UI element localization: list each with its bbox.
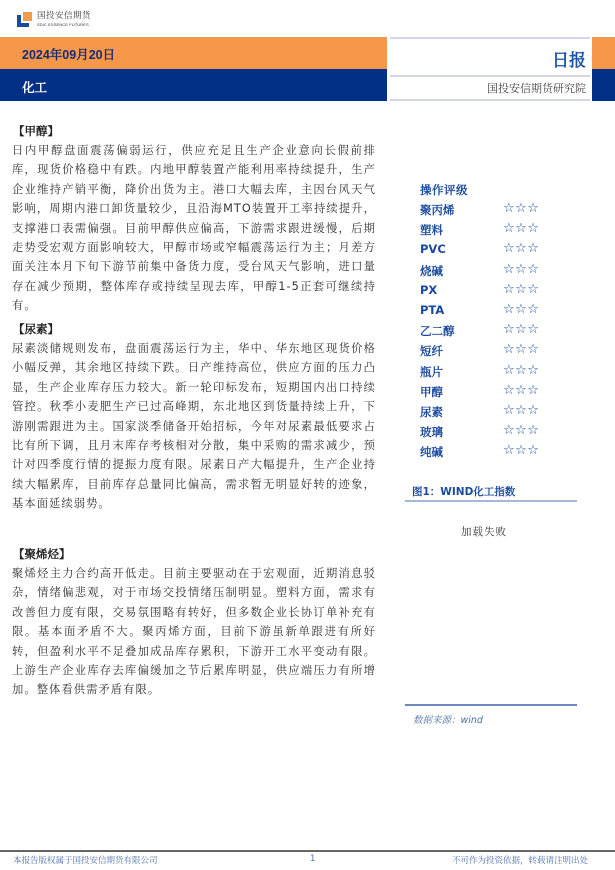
company-logo — [17, 11, 127, 31]
rating-product: PX — [420, 282, 438, 297]
rating-row — [420, 362, 570, 382]
rating-product: 玻璃 — [420, 425, 443, 440]
section-title-urea: 【尿素】 — [13, 322, 59, 336]
figure-source: 数据来源：wind — [413, 715, 483, 726]
section-body-methanol: 日内甲醇盘面震荡偏弱运行，供应充足且生产企业意向长假前排库，现货价格稳中有跌。内地甲醇装置产能利用率持续提升，生产企业维持产销平衡，降价出货为主。港口大幅去库，主因台风天气影响，周期内港口卸货量较少，且沿海MTO装置开工率持续提升，支撑港口表需偏强。目前甲醇供应偏高，下游需求跟进缓慢，后期走势受宏观方面影响较大，甲醇市场或窄幅震荡运行为主；月差方面关注本月下旬下游节前集中备货力度，受台风天气影响，进口量存在减少预期，整体库存或持续呈现去库，甲醇1-5正套可继续持有。 — [12, 144, 376, 313]
star-rating-icon: ☆☆☆ — [503, 241, 540, 257]
rating-row — [420, 220, 570, 240]
rating-product: 聚丙烯 — [420, 203, 455, 217]
star-rating-icon: ☆☆☆ — [503, 201, 540, 216]
figure-bottom-rule — [405, 704, 577, 706]
star-rating-icon: ☆☆☆ — [503, 423, 540, 439]
report-date: 2024年09月20日 — [22, 48, 116, 62]
footer-copyright: 本报告版权属于国投安信期货有限公司 — [13, 856, 158, 866]
logo-mark-icon — [17, 12, 32, 27]
rating-product: PTA — [420, 302, 445, 317]
rating-row — [420, 402, 570, 422]
rating-row — [420, 341, 570, 361]
rating-row — [420, 321, 570, 341]
title-box-divider — [390, 75, 590, 77]
footer-disclaimer: 不可作为投资依据，转载请注明出处 — [452, 856, 589, 866]
rating-row — [420, 281, 570, 301]
rating-product: 乙二醇 — [420, 324, 455, 339]
star-rating-icon: ☆☆☆ — [503, 301, 540, 317]
rating-heading: 操作评级 — [420, 183, 468, 197]
star-rating-icon: ☆☆☆ — [503, 382, 540, 398]
report-type: 日报 — [552, 51, 586, 71]
star-rating-icon: ☆☆☆ — [503, 281, 540, 297]
title-box-divider — [390, 37, 590, 39]
star-rating-icon: ☆☆☆ — [503, 261, 540, 277]
rating-product: 甲醇 — [420, 384, 443, 399]
logo-name-en: SDIC ESSENCE FUTURES — [37, 22, 89, 27]
star-rating-icon: ☆☆☆ — [503, 443, 540, 459]
section-body-polyolefin: 聚烯烃主力合约高开低走。目前主要驱动在于宏观面，近期消息驳杂，情绪偏悲观，对于市场交投情绪压制明显。塑料方面，需求有改善但力度有限，交易氛围略有转好，但多数企业长协订单补充有限。基本面矛盾不大。聚丙烯方面，目前下游虽新单跟进有所好转，但盈利水平不足叠加成品库存累积，下游开工水平变动有限。上游生产企业库存去库偏缓加之节后累库明显，供应端压力有所增加。整体看供需矛盾有限。 — [12, 567, 376, 697]
page-number: 1 — [310, 854, 316, 864]
rating-product: 瓶片 — [420, 364, 443, 379]
rating-product: 纯碱 — [420, 445, 443, 460]
star-rating-icon: ☆☆☆ — [503, 342, 540, 358]
rating-row — [420, 301, 570, 321]
star-rating-icon: ☆☆☆ — [503, 402, 540, 418]
rating-product: 烧碱 — [420, 263, 443, 278]
report-sector: 化工 — [22, 80, 48, 95]
rating-product: PVC — [420, 242, 446, 257]
star-rating-icon: ☆☆☆ — [503, 322, 540, 338]
rating-row — [420, 442, 570, 462]
title-box-divider — [390, 99, 590, 101]
section-body-urea: 尿素淡储规则发布，盘面震荡运行为主，华中、华东地区现货价格小幅反弹，其余地区持续下跌。日产维持高位，供应方面的压力凸显，生产企业库存压力较大。新一轮印标发布，短期国内出口持续管控。秋季小麦肥生产已过高峰期，东北地区到货量持续上升，下游刚需跟进为主。国家淡季储备开始招标，今年对尿素最低要求占比有所下调，且月末库存考核相对分散，集中采购的需求减少，预计对四季度行情的提振力度有限。尿素日产大幅提升，生产企业持续大幅累库，目前库存总量同比偏高，需求暂无明显好转的迹象，基本面延续弱势。 — [12, 342, 376, 511]
rating-row — [420, 200, 570, 220]
rating-product: 塑料 — [420, 223, 443, 238]
logo-name-cn: 国投安信期货 — [37, 11, 92, 21]
section-title-polyolefin: 【聚烯烃】 — [13, 547, 71, 561]
rating-row — [420, 382, 570, 402]
rating-product: 尿素 — [420, 404, 443, 419]
figure-title: 图1：WIND化工指数 — [412, 486, 516, 498]
rating-row — [420, 261, 570, 281]
star-rating-icon: ☆☆☆ — [503, 221, 540, 237]
rating-row — [420, 240, 570, 260]
rating-list — [420, 200, 570, 462]
figure-top-rule — [405, 500, 577, 502]
report-title-box — [387, 37, 592, 101]
figure-load-status: 加载失败 — [461, 526, 507, 538]
section-title-methanol: 【甲醇】 — [13, 124, 59, 138]
star-rating-icon: ☆☆☆ — [503, 362, 540, 378]
institute-name: 国投安信期货研究院 — [487, 82, 586, 95]
rating-row — [420, 422, 570, 442]
footer-rule — [0, 850, 615, 852]
rating-product: 短纤 — [420, 344, 443, 359]
